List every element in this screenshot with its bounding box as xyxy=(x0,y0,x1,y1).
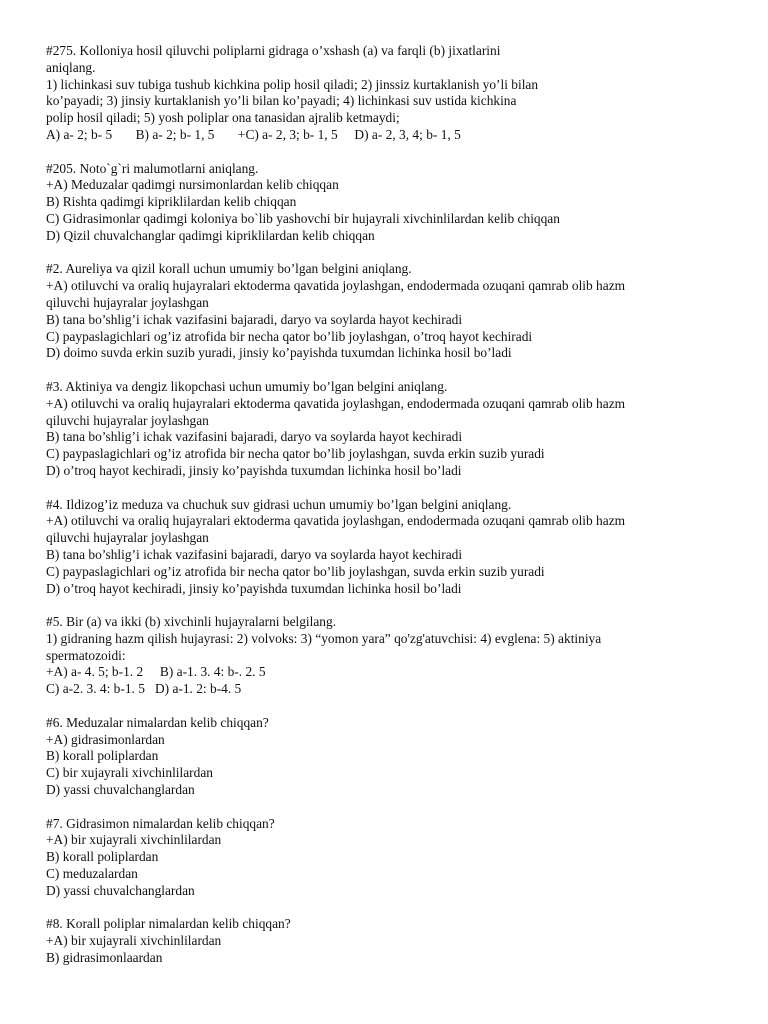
question-text: #6. Meduzalar nimalardan kelib chiqqan? xyxy=(46,714,269,730)
question-275 xyxy=(46,43,746,144)
answer-option: B) korall poliplardan xyxy=(46,849,159,865)
answer-option: qiluvchi hujayralar joylashgan xyxy=(46,530,209,546)
answer-option: +A) Meduzalar qadimgi nursimonlardan kelib chiqqan xyxy=(46,177,339,193)
answer-option: B) tana bo’shlig’i ichak vazifasini bajaradi, daryo va soylarda hayot kechiradi xyxy=(46,429,463,445)
answer-option: D) o’troq hayot kechiradi, jinsiy ko’payishda tuxumdan lichinka hosil bo’ladi xyxy=(46,462,462,478)
question-statement: 1) lichinkasi suv tubiga tushub kichkina polip hosil qiladi; 2) jinssiz kurtaklanish yo’li bilan xyxy=(46,76,539,92)
answer-option: qiluvchi hujayralar joylashgan xyxy=(46,412,209,428)
question-text: #5. Bir (a) va ikki (b) xivchinli hujayralarni belgilang. xyxy=(46,614,337,630)
question-205 xyxy=(46,161,746,245)
answer-option: C) bir xujayrali xivchinlilardan xyxy=(46,765,213,781)
question-statement: spermatozoidi: xyxy=(46,647,126,663)
answer-option: +A) otiluvchi va oraliq hujayralari ektoderma qavatida joylashgan, endodermada ozuqani qamrab olib hazm xyxy=(46,513,626,529)
answer-option: D) yassi chuvalchanglardan xyxy=(46,782,195,798)
answer-option: C) paypaslagichlari og’iz atrofida bir necha qator bo’lib joylashgan, suvda erkin suzib yuradi xyxy=(46,563,545,579)
answer-option: B) korall poliplardan xyxy=(46,748,159,764)
question-8 xyxy=(46,916,746,966)
answer-option: +A) bir xujayrali xivchinlilardan xyxy=(46,832,222,848)
question-7 xyxy=(46,816,746,900)
answer-option: C) paypaslagichlari og’iz atrofida bir necha qator bo’lib joylashgan, suvda erkin suzib yuradi xyxy=(46,446,545,462)
question-3 xyxy=(46,379,746,480)
answer-option: C) meduzalardan xyxy=(46,866,138,882)
answer-option: D) Qizil chuvalchanglar qadimgi kipriklilardan kelib chiqqan xyxy=(46,227,375,243)
question-text: aniqlang. xyxy=(46,59,96,75)
answer-option: +A) gidrasimonlardan xyxy=(46,731,165,747)
answer-option: B) tana bo’shlig’i ichak vazifasini bajaradi, daryo va soylarda hayot kechiradi xyxy=(46,311,463,327)
answer-option: D) yassi chuvalchanglardan xyxy=(46,882,195,898)
question-5 xyxy=(46,614,746,698)
answer-option: B) Rishta qadimgi kipriklilardan kelib chiqqan xyxy=(46,194,297,210)
answer-options: +A) a- 4. 5; b-1. 2 B) a-1. 3. 4: b-. 2. 5 xyxy=(46,664,266,680)
answer-option: +A) otiluvchi va oraliq hujayralari ektoderma qavatida joylashgan, endodermada ozuqani qamrab olib hazm xyxy=(46,395,626,411)
question-text: #4. Ildizog’iz meduza va chuchuk suv gidrasi uchun umumiy bo’lgan belgini aniqlang. xyxy=(46,496,512,512)
question-6 xyxy=(46,715,746,799)
question-text: #3. Aktiniya va dengiz likopchasi uchun umumiy bo’lgan belgini aniqlang. xyxy=(46,378,448,394)
answer-option: qiluvchi hujayralar joylashgan xyxy=(46,294,209,310)
question-text: #7. Gidrasimon nimalardan kelib chiqqan? xyxy=(46,815,275,831)
document-page xyxy=(46,43,746,984)
question-statement: polip hosil qiladi; 5) yosh poliplar ona tanasidan ajralib ketmaydi; xyxy=(46,110,400,126)
answer-option: C) paypaslagichlari og’iz atrofida bir necha qator bo’lib joylashgan, o’troq hayot kechiradi xyxy=(46,328,533,344)
answer-options: A) a- 2; b- 5 B) a- 2; b- 1, 5 +C) a- 2, 3; b- 1, 5 D) a- 2, 3, 4; b- 1, 5 xyxy=(46,126,461,142)
answer-option: B) gidrasimonlaardan xyxy=(46,950,163,966)
answer-option: +A) otiluvchi va oraliq hujayralari ektoderma qavatida joylashgan, endodermada ozuqani qamrab olib hazm xyxy=(46,278,626,294)
question-text: #275. Kolloniya hosil qiluvchi poliplarni gidraga o’xshash (a) va farqli (b) jixatlarini xyxy=(46,43,501,58)
answer-option: +A) bir xujayrali xivchinlilardan xyxy=(46,933,222,949)
question-statement: 1) gidraning hazm qilish hujayrasi: 2) volvoks: 3) “yomon yara” qo'zg'atuvchisi: 4) evglena: 5) aktiniya xyxy=(46,630,602,646)
answer-options: C) a-2. 3. 4: b-1. 5 D) a-1. 2: b-4. 5 xyxy=(46,681,242,697)
question-text: #8. Korall poliplar nimalardan kelib chiqqan? xyxy=(46,916,291,932)
question-text: #205. Noto`g`ri malumotlarni aniqlang. xyxy=(46,160,259,176)
question-text: #2. Aureliya va qizil korall uchun umumiy bo’lgan belgini aniqlang. xyxy=(46,261,412,277)
question-statement: ko’payadi; 3) jinsiy kurtaklanish yo’li bilan ko’payadi; 4) lichinkasi suv ustida kichkina xyxy=(46,93,517,109)
question-4 xyxy=(46,497,746,598)
answer-option: B) tana bo’shlig’i ichak vazifasini bajaradi, daryo va soylarda hayot kechiradi xyxy=(46,546,463,562)
question-2 xyxy=(46,261,746,362)
answer-option: C) Gidrasimonlar qadimgi koloniya bo`lib yashovchi bir hujayrali xivchinlilardan kelib chiqqan xyxy=(46,210,560,226)
answer-option: D) o’troq hayot kechiradi, jinsiy ko’payishda tuxumdan lichinka hosil bo’ladi xyxy=(46,580,462,596)
answer-option: D) doimo suvda erkin suzib yuradi, jinsiy ko’payishda tuxumdan lichinka hosil bo’ladi xyxy=(46,345,512,361)
